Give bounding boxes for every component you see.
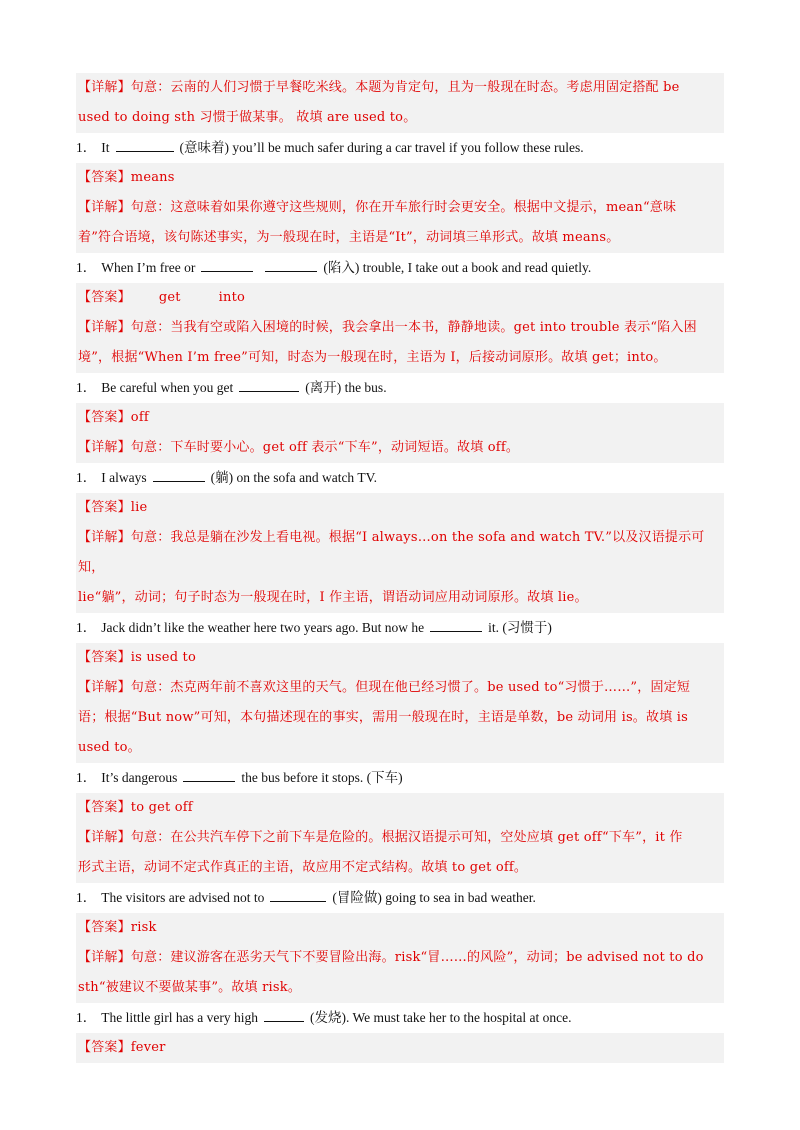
answer-blank	[430, 619, 482, 632]
question-text-before: It	[101, 140, 110, 155]
answer-blank	[270, 889, 326, 902]
answer-line: 【答案】off	[78, 410, 149, 425]
question-text-before: The visitors are advised not to	[101, 890, 265, 905]
explanation-line: sth“被建议不要做某事”。故填 risk。	[78, 980, 302, 995]
explanation-line: 【详解】句意：在公共汽车停下之前下车是危险的。根据汉语提示可知，空处应填 get off“下车”，it 作	[78, 830, 683, 845]
question-number: 1．	[76, 1010, 97, 1025]
answer-line: 【答案】is used to	[78, 650, 197, 665]
question-text-after: the bus before it stops. (下车)	[241, 770, 403, 785]
question-line	[76, 763, 724, 793]
explanation-line: 【详解】句意：云南的人们习惯于早餐吃米线。本题为肯定句，且为一般现在时态。考虑用固定搭配 be	[78, 80, 680, 95]
explanation-line: 【详解】句意：杰克两年前不喜欢这里的天气。但现在他已经习惯了。be used to“习惯于……”，固定短	[78, 680, 691, 695]
answer-blank	[264, 1009, 304, 1022]
explanation-line: 着”符合语境，该句陈述事实，为一般现在时，主语是“It”，动词填三单形式。故填 means。	[78, 230, 620, 245]
question-text-before: The little girl has a very high	[101, 1010, 258, 1025]
question-line	[76, 253, 724, 283]
question-number: 1．	[76, 260, 97, 275]
answer-blank	[183, 769, 235, 782]
answer-explanation-box	[76, 793, 724, 883]
question-text-after: (意味着) you’ll be much safer during a car travel if you follow these rules.	[179, 140, 584, 155]
answer-value: into	[218, 290, 246, 305]
explanation-line: 【详解】句意：当我有空或陷入困境的时候，我会拿出一本书，静静地读。get into trouble 表示“陷入困	[78, 320, 697, 335]
answer-blank	[201, 259, 253, 272]
question-line	[76, 463, 724, 493]
answer-line: 【答案】to get off	[78, 800, 193, 815]
answer-blank	[265, 259, 317, 272]
question-text-after: (发烧). We must take her to the hospital at once.	[309, 1010, 572, 1025]
explanation-line: lie“躺”，动词；句子时态为一般现在时，I 作主语，谓语动词应用动词原形。故填 lie。	[78, 590, 588, 605]
answer-label: 【答案】	[78, 290, 131, 305]
question-line	[76, 133, 724, 163]
answer-blank	[239, 379, 299, 392]
explanation-line: 形式主语，动词不定式作真正的主语，故应用不定式结构。故填 to get off。	[78, 860, 528, 875]
answer-explanation-box	[76, 283, 724, 373]
question-text-before: It’s dangerous	[101, 770, 178, 785]
explanation-line: 【详解】句意：下车时要小心。get off 表示“下车”，动词短语。故填 off。	[78, 440, 520, 455]
explanation-line: used to doing sth 习惯于做某事。 故填 are used to。	[78, 110, 417, 125]
explanation-box	[76, 73, 724, 133]
explanation-line: 境”，根据“When I’m free”可知，时态为一般现在时，主语为 I，后接动词原形。故填 get；into。	[78, 350, 667, 365]
answer-line: 【答案】fever	[78, 1040, 166, 1055]
question-number: 1．	[76, 470, 97, 485]
answer-value: get	[158, 290, 181, 305]
answer-line: 【答案】risk	[78, 920, 157, 935]
question-number: 1．	[76, 620, 97, 635]
question-number: 1．	[76, 770, 97, 785]
explanation-line: 【详解】句意：这意味着如果你遵守这些规则，你在开车旅行时会更安全。根据中文提示，mean“意味	[78, 200, 677, 215]
question-text-after: (躺) on the sofa and watch TV.	[210, 470, 377, 485]
explanation-line: 语；根据“But now”可知，本句描述现在的事实，需用一般现在时，主语是单数，be 动词用 is。故填 is	[78, 710, 688, 725]
question-line	[76, 373, 724, 403]
question-text-after: (陷入) trouble, I take out a book and read quietly.	[323, 260, 592, 275]
question-number: 1．	[76, 140, 97, 155]
question-text-after: it. (习惯于)	[488, 620, 552, 635]
answer-blank	[116, 139, 174, 152]
question-text-after: (离开) the bus.	[305, 380, 387, 395]
answer-line	[78, 283, 722, 313]
answer-line: 【答案】means	[78, 170, 175, 185]
explanation-line: used to。	[78, 740, 141, 755]
explanation-line: 【详解】句意：我总是躺在沙发上看电视。根据“I always…on the sofa and watch TV.”以及汉语提示可知，	[78, 530, 705, 575]
question-number: 1．	[76, 380, 97, 395]
question-number: 1．	[76, 890, 97, 905]
question-text-before: Jack didn’t like the weather here two years ago. But now he	[101, 620, 425, 635]
answer-explanation-box	[76, 913, 724, 1003]
answer-explanation-box	[76, 643, 724, 763]
explanation-line: 【详解】句意：建议游客在恶劣天气下不要冒险出海。risk“冒……的风险”，动词；be advised not to do	[78, 950, 704, 965]
question-text-before: I always	[101, 470, 147, 485]
question-text-before: When I’m free or	[101, 260, 196, 275]
question-text-before: Be careful when you get	[101, 380, 234, 395]
question-line	[76, 883, 724, 913]
answer-explanation-box	[76, 403, 724, 463]
question-text-after: (冒险做) going to sea in bad weather.	[332, 890, 536, 905]
exercise-page	[76, 73, 724, 1063]
question-line	[76, 613, 724, 643]
answer-explanation-box	[76, 163, 724, 253]
question-line	[76, 1003, 724, 1033]
answer-explanation-box	[76, 493, 724, 613]
answer-explanation-box	[76, 1033, 724, 1063]
answer-line: 【答案】lie	[78, 500, 148, 515]
answer-blank	[153, 469, 205, 482]
